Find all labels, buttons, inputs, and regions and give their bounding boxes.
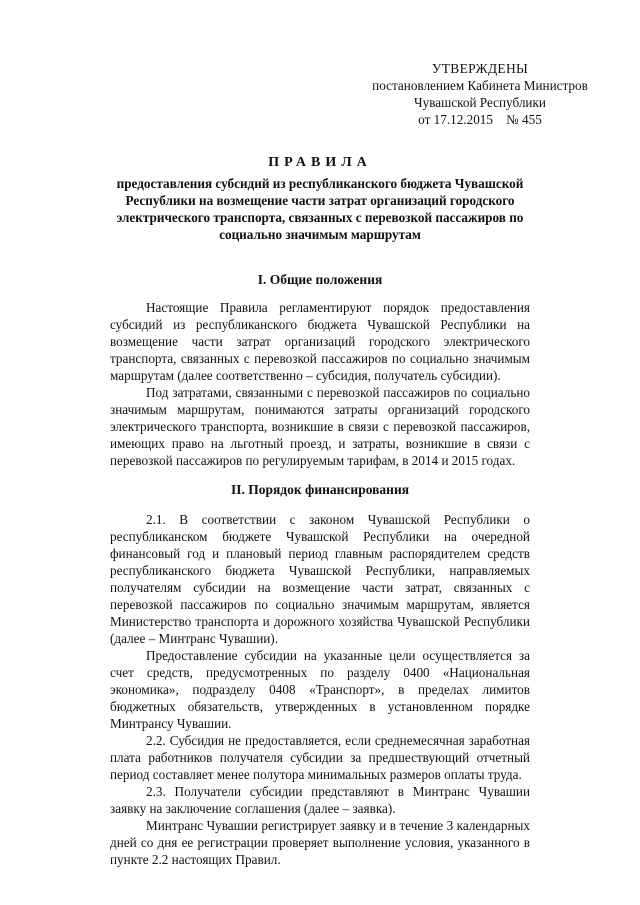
- section-heading-general: I. Общие положения: [257, 272, 383, 287]
- paragraph: Под затратами, связанными с перевозкой пассажиров по социально значимым маршрутам, понимаются затраты организаций городского электрического транспорта, возникшие в связи с перевозкой пассажиров, имеющих право на льготный проезд, и затраты, возникшие в связи с перевозкой пассажиров по регулируемым тарифам, в 2014 и 2015 годах.: [110, 385, 530, 468]
- paragraph: 2.3. Получатели субсидии представляют в Минтранс Чувашии заявку на заключение соглашения (далее – заявка).: [110, 784, 530, 816]
- paragraph: Настоящие Правила регламентируют порядок предоставления субсидий из республиканского бюджета Чувашской Республики на возмещение части затрат организаций городского электрического транспорта, связанных с перевозкой пассажиров по социально значимым маршрутам (далее соответственно – субсидия, получатель субсидии).: [110, 300, 530, 383]
- approval-line-4: от 17.12.2015 № 455: [418, 112, 542, 127]
- section-body-financing: [110, 511, 530, 868]
- paragraph: 2.2. Субсидия не предоставляется, если среднемесячная заработная плата работников получателя субсидии за предшествующий отчетный период составляет менее полутора минимальных размеров оплаты труда.: [110, 733, 530, 782]
- document-title-main: ПРАВИЛА: [268, 155, 372, 170]
- paragraph: 2.1. В соответствии с законом Чувашской Республики о республиканском бюджете Чувашской Республики на очередной финансовый год и плановый период главным распорядителем средств республиканского бюджета Чувашской Республики, направляемых получателям субсидии на возмещение части затрат, связанных с перевозкой пассажиров по социально значимым маршрутам, является Министерство транспорта и дорожного хозяйства Чувашской Республики (далее – Минтранс Чувашии).: [110, 512, 530, 646]
- approval-stamp: [360, 60, 600, 128]
- paragraph: Предоставление субсидии на указанные цели осуществляется за счет средств, предусмотренных по разделу 0400 «Национальная экономика», подразделу 0408 «Транспорт», в пределах лимитов бюджетных обязательств, утвержденных в установленном порядке Минтрансу Чувашии.: [110, 648, 530, 731]
- document-title-subtitle: предоставления субсидий из республиканского бюджета Чувашской Республики на возмещение части затрат организаций городского электрического транспорта, связанных с перевозкой пассажиров по социально значимым маршрутам: [116, 176, 524, 242]
- paragraph: Минтранс Чувашии регистрирует заявку и в течение 3 календарных дней со дня ее регистрации проверяет выполнение условия, указанного в пункте 2.2 настоящих Правил.: [110, 818, 530, 867]
- approval-line-3: Чувашской Республики: [414, 95, 546, 110]
- approval-title: УТВЕРЖДЕНЫ: [431, 61, 529, 76]
- section-body-general: [110, 299, 530, 469]
- approval-line-2: постановлением Кабинета Министров: [372, 78, 588, 93]
- section-heading-financing: II. Порядок финансирования: [230, 482, 410, 497]
- document-title: [100, 155, 540, 243]
